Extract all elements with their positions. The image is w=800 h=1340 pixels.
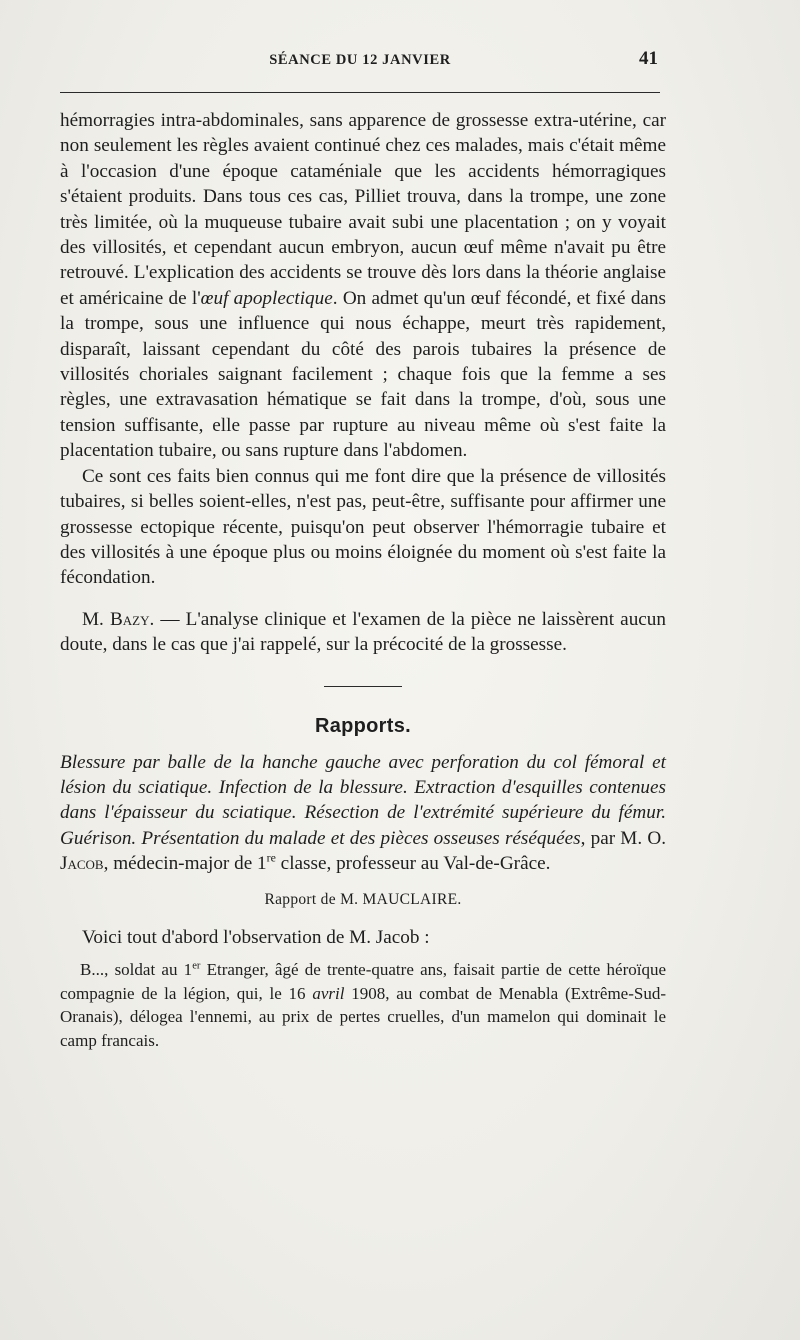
report-author-role-sup: re xyxy=(266,850,276,865)
para1-italic: œuf apoplectique xyxy=(200,287,333,309)
page-header xyxy=(60,50,660,74)
obs-italic: avril xyxy=(312,983,345,1003)
observation-intro: Voici tout d'abord l'observation de M. Jacob : xyxy=(82,926,430,948)
paragraph-villosites: Ce sont ces faits bien connus qui me font dire que la présence de villosités tubaires, si belles soient-elles, n'est pas, peut-être, suffisante pour affirmer une grossesse ectopique récente, puisqu'on peut observer l'hémorragie tubaire et des villosités à une époque plus ou moins éloignée du moment où s'est faite la fécondation. xyxy=(60,465,666,589)
report-author: Jacob xyxy=(60,853,104,875)
report-title-by: , par M. O. xyxy=(580,827,666,849)
para1-text: hémorragies intra-abdominales, sans apparence de grossesse extra-utérine, car non seulement les règles avaient continué chez ces malades, mais c'était même à l'occasion d'une époque cataméniale que les accidents hémorragiques s'étaient produits. Dans tous ces cas, Pilliet trouva, dans la trompe, une zone très limitée, où la muqueuse tubaire avait subi une placentation ; on y voyait des villosités, et cependant aucun embryon, aucun œuf même n'avait pu être retrouvé. L'explication des accidents se trouve dès lors dans la théorie anglaise et américaine de l' xyxy=(60,110,666,309)
observation-text xyxy=(60,958,666,1052)
obs-sup: er xyxy=(192,960,201,972)
rapporteur-line: Rapport de M. MAUCLAIRE. xyxy=(264,890,462,908)
obs-b: Etranger, âgé de trente-quatre ans, faisait partie de cette héroïque compagnie de la légion, qui, le 16 xyxy=(60,959,666,1003)
bazy-prefix: M. xyxy=(82,608,110,630)
report-title xyxy=(60,750,666,877)
paragraph-pilliet xyxy=(60,108,666,464)
page-body xyxy=(60,108,666,1052)
report-author-role-b: classe, professeur au Val-de-Grâce. xyxy=(275,853,551,875)
paragraph-bazy xyxy=(60,607,666,658)
report-title-italic: Blessure par balle de la hanche gauche avec perforation du col fémoral et lésion du sciatique. Infection de la blessure. Extraction d'esquilles contenues dans l'épaisseur du sciatique. Résection de l'extrémité supérieure du fémur. Guérison. Présentation du malade et des pièces osseuses réséquées xyxy=(60,751,666,849)
report-author-role-a: , médecin-major de 1 xyxy=(103,853,267,875)
obs-c: 1908, au combat de Menabla (Extrême-Sud-Oranais), délogea l'ennemi, au prix de pertes cruelles, d'un mamelon qui dominait le camp francais. xyxy=(60,983,666,1050)
bazy-name: Bazy xyxy=(109,608,150,630)
running-head: SÉANCE DU 12 JANVIER xyxy=(269,52,451,68)
bazy-text: . — L'analyse clinique et l'examen de la pièce ne laissèrent aucun doute, dans le cas que j'ai rappelé, sur la précocité de la grossesse. xyxy=(60,608,666,656)
obs-a: B..., soldat au 1 xyxy=(80,959,193,979)
para1-end: . On admet qu'un œuf fécondé, et fixé dans la trompe, sous une influence qui nous échappe, meurt très rapidement, disparaît, laissant cependant du côté des parois tubaires la présence de villosités choriales saignant facilement ; chaque fois que la femme a ses règles, une extravasation hématique se fait dans la trompe, d'où, sous une tension suffisante, elle passe par rupture au niveau même où s'est faite la placentation tubaire, ou sans rupture dans l'abdomen. xyxy=(60,287,666,462)
section-title: Rapports. xyxy=(314,714,412,737)
page-number: 41 xyxy=(639,48,658,69)
header-rule xyxy=(60,92,660,93)
